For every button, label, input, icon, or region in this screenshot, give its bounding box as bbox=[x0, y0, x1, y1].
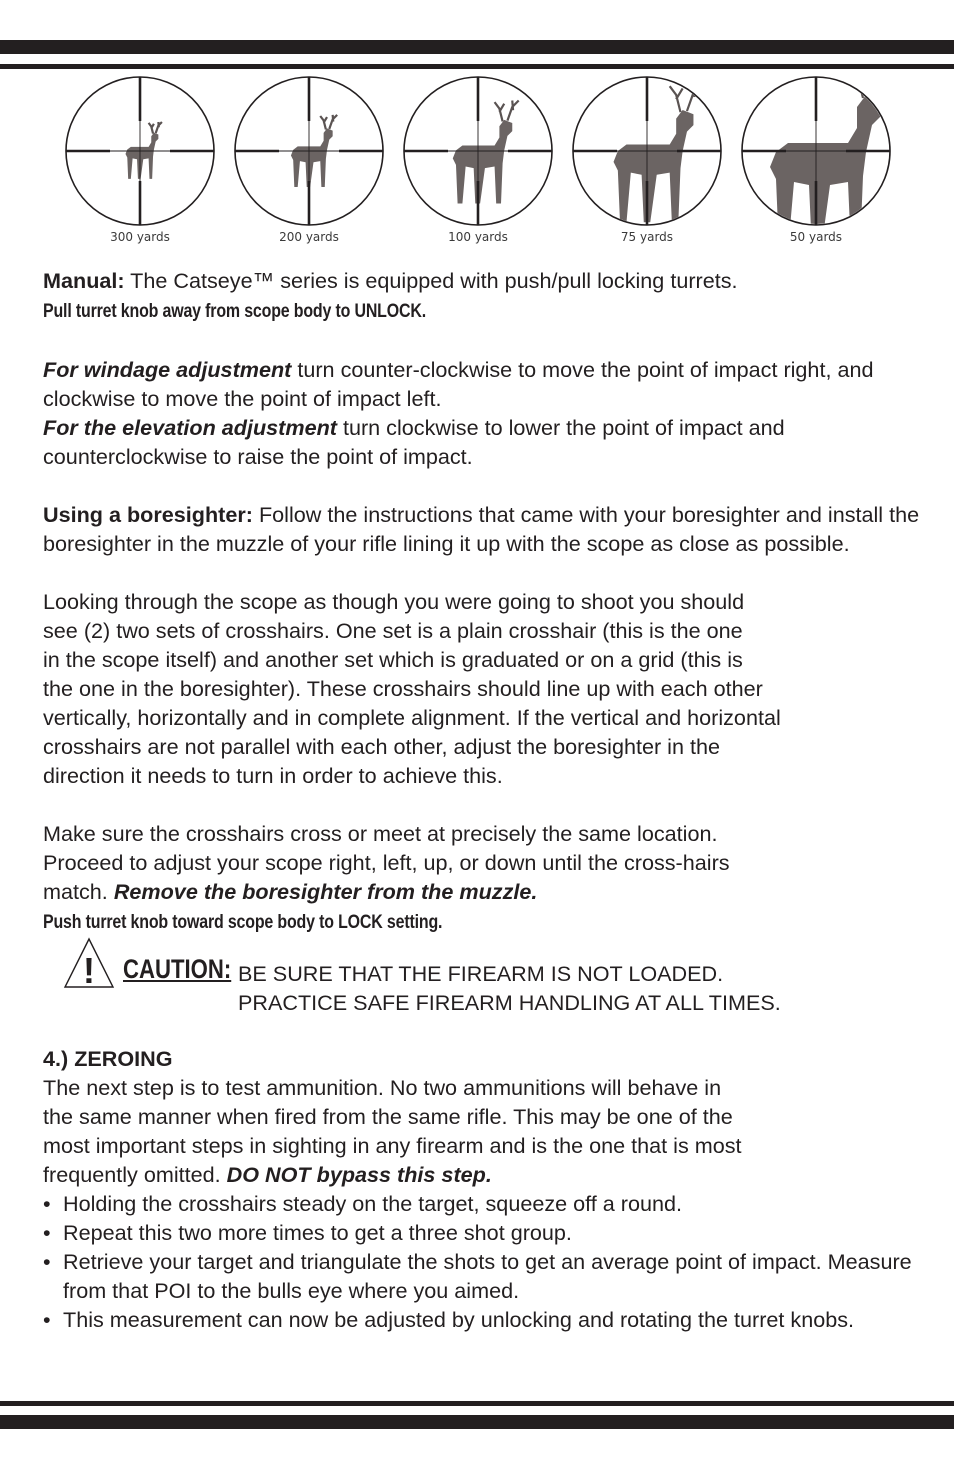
bottom-border-thin bbox=[0, 1401, 954, 1406]
bottom-border-thick bbox=[0, 1415, 954, 1429]
instructions-body bbox=[43, 266, 923, 1334]
scope-reticle bbox=[570, 74, 724, 228]
caution-line-1: BE SURE THAT THE FIREARM IS NOT LOADED. bbox=[238, 961, 724, 986]
caution-line-2: PRACTICE SAFE FIREARM HANDLING AT ALL TIMES. bbox=[238, 990, 781, 1015]
list-item: • Repeat this two more times to get a three shot group. bbox=[43, 1220, 572, 1245]
svg-text:!: ! bbox=[83, 950, 95, 989]
manual-paragraph: Manual: The Catseye™ series is equipped with push/pull locking turrets. bbox=[43, 268, 738, 293]
make-sure-paragraph: Make sure the crosshairs cross or meet at precisely the same location. Proceed to adjust your scope right, left, up, or down until the cross-hairs match. Remove the boresighter from the muzzle. bbox=[43, 821, 730, 904]
scope-view bbox=[732, 74, 900, 244]
scope-view bbox=[563, 74, 731, 244]
scope-reticle bbox=[63, 74, 217, 228]
caution-notice bbox=[43, 937, 923, 1015]
distance-label: 300 yards bbox=[110, 230, 170, 244]
warning-triangle-icon bbox=[63, 937, 115, 989]
distance-label: 200 yards bbox=[279, 230, 339, 244]
lock-instruction: Push turret knob toward scope body to LOCK setting. bbox=[43, 912, 443, 933]
scope-view bbox=[394, 74, 562, 244]
elevation-paragraph: For the elevation adjustment turn clockwise to lower the point of impact and counterclockwise to raise the point of impact. bbox=[43, 415, 785, 469]
distance-label: 100 yards bbox=[448, 230, 508, 244]
scope-reticle bbox=[401, 74, 555, 228]
scope-reticle bbox=[232, 74, 386, 228]
distance-label: 50 yards bbox=[789, 230, 843, 244]
scope-view-strip bbox=[56, 74, 896, 254]
unlock-instruction: Pull turret knob away from scope body to UNLOCK. bbox=[43, 301, 427, 322]
top-border-thick bbox=[0, 40, 954, 54]
boresighter-paragraph: Using a boresighter: Follow the instructions that came with your boresighter and install the boresighter in the muzzle of your rifle lining it up with the scope as close as possible. bbox=[43, 502, 920, 556]
scope-view bbox=[225, 74, 393, 244]
remove-boresighter-note: Remove the boresighter from the muzzle. bbox=[113, 879, 538, 904]
list-item: • This measurement can now be adjusted by unlocking and rotating the turret knobs. bbox=[43, 1307, 855, 1332]
list-item: • Holding the crosshairs steady on the target, squeeze off a round. bbox=[43, 1191, 683, 1216]
scope-reticle bbox=[739, 74, 893, 228]
windage-paragraph: For windage adjustment turn counter-clockwise to move the point of impact right, and clockwise to move the point of impact left. bbox=[43, 357, 874, 411]
distance-label: 75 yards bbox=[620, 230, 674, 244]
top-border-thin bbox=[0, 64, 954, 69]
scope-view bbox=[56, 74, 224, 244]
list-item: • Retrieve your target and triangulate the shots to get an average point of impact. Measure from that POI to the bulls eye where you aimed. bbox=[43, 1249, 912, 1303]
manual-label: Manual: bbox=[43, 268, 125, 293]
caution-label: CAUTION: bbox=[123, 954, 232, 984]
zeroing-paragraph: The next step is to test ammunition. No two ammunitions will behave in the same manner when fired from the same rifle. This may be one of the most important steps in sighting in any firearm and is the one that is most frequently omitted. DO NOT bypass this step. bbox=[43, 1075, 742, 1187]
zeroing-heading: 4.) ZEROING bbox=[43, 1046, 173, 1071]
looking-paragraph: Looking through the scope as though you were going to shoot you should see (2) two sets of crosshairs. One set is a plain crosshair (this is the one in the scope itself) and another set which is graduated or on a grid (this is the one in the boresighter). These crosshairs should line up with each other vertically, horizontally and in complete alignment. If the vertical and horizontal crosshairs are not parallel with each other, adjust the boresighter in the direction it needs to turn in order to achieve this. bbox=[43, 589, 781, 788]
